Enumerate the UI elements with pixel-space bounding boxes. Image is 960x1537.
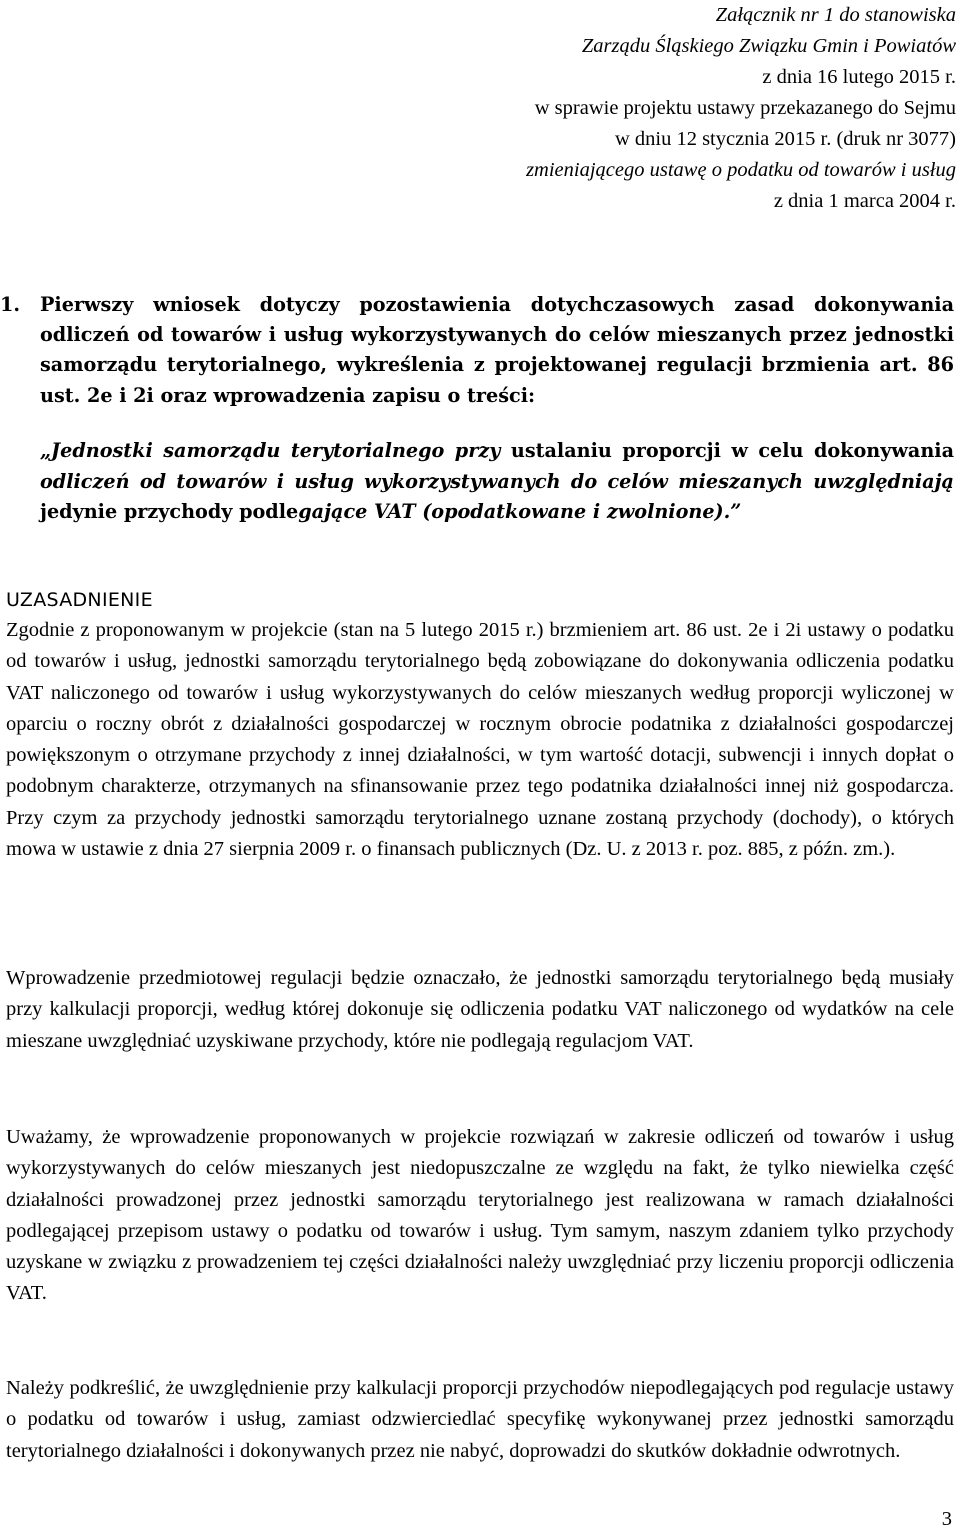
header-line-2: Zarządu Śląskiego Związku Gmin i Powiatów [581,35,956,57]
quote-part-5: gające VAT (opodatkowane i zwolnione).” [298,500,742,523]
quote-part-3: odliczeń od towarów i usług wykorzystywanych do celów mieszanych uwzględniają [40,469,954,493]
justification-paragraph-1: Zgodnie z proponowanym w projekcie (stan na 5 lutego 2015 r.) brzmieniem art. 86 ust. 2e i 2i ustawy o podatku od towarów i usług, jednostki samorządu terytorialnego będą zobowiązane do dokonywania odliczenia podatku VAT naliczonego od towarów i usług wykorzystywanych do celów mieszanych według proporcji wyliczonej w oparciu o roczny obrót z działalności gospodarczej w rocznym obrocie podatnika z działalności gospodarczej powiększonym o otrzymane przychody z innej działalności, w tym wartość dotacji, subwencji i innych dopłat o podobnym charakterze, otrzymanych na sfinansowanie przez tego podatnika działalności innej niż gospodarcza. Przy czym za przychody jednostki samorządu terytorialnego uznane zostaną przychody (dochody), o których mowa w ustawie z dnia 27 sierpnia 2009 r. o finansach publicznych (Dz. U. z 2013 r. poz. 885, z późn. zm.). [6,619,954,861]
proposal-section-1 [0,290,954,411]
header-line-1: Załącznik nr 1 do stanowiska [715,4,956,26]
quote-part-2: ustalaniu proporcji w celu dokonywania [500,439,954,462]
section-1-text: Pierwszy wniosek dotyczy pozostawienia dotychczasowych zasad dokonywania odliczeń od towarów i usług wykorzystywanych do celów mieszanych przez jednostki samorządu terytorialnego, wykreślenia z projektowanej regulacji brzmienia art. 86 ust. 2e i 2i oraz wprowadzenia zapisu o treści: [40,293,954,407]
justification-paragraph-3: Uważamy, że wprowadzenie proponowanych w projekcie rozwiązań w zakresie odliczeń od towarów i usług wykorzystywanych do celów mieszanych jest niedopuszczalne ze względu na fakt, że tylko niewielka część działalności prowadzonej przez jednostki samorządu terytorialnego jest realizowana w ramach działalności podlegającej przepisom ustawy o podatku od towarów i usług. Tym samym, naszym zdaniem tylko przychody uzyskane w związku z prowadzeniem tej części działalności należy uwzględniać przy liczeniu proporcji odliczenia VAT. [6,1126,954,1305]
header-line-5: w dniu 12 stycznia 2015 r. (druk nr 3077) [614,128,956,150]
header-line-6: zmieniającego ustawę o podatku od towarów i usług [526,159,956,181]
header-line-7: z dnia 1 marca 2004 r. [773,190,956,212]
quote-part-4: jedynie przychody podle [40,500,299,523]
section-number: 1. [0,293,21,316]
header-line-3: z dnia 16 lutego 2015 r. [762,66,956,88]
attachment-header [336,0,956,217]
quote-part-1: „Jednostki samorządu terytorialnego przy [40,439,501,462]
header-line-4: w sprawie projektu ustawy przekazanego do Sejmu [534,97,956,119]
justification-paragraph-4: Należy podkreślić, że uwzględnienie przy kalkulacji proporcji przychodów niepodlegających pod regulacje ustawy o podatku od towarów i usług, zamiast odzwierciedlać specyfikę wykonywanej przez jednostki samorządu terytorialnego działalności i dokonywanych przez nie nabyć, doprowadzi do skutków dokładnie odwrotnych. [6,1377,954,1462]
page-number: 3 [941,1508,952,1530]
justification-heading: UZASADNIENIE [6,589,153,611]
justification-paragraph-2: Wprowadzenie przedmiotowej regulacji będzie oznaczało, że jednostki samorządu terytorialnego będą musiały przy kalkulacji proporcji, według której dokonuje się odliczenia podatku VAT naliczonego od wydatków na cele mieszane uwzględniać uzyskiwane przychody, które nie podlegają regulacjom VAT. [6,967,954,1052]
proposed-provision-quote [40,436,954,528]
